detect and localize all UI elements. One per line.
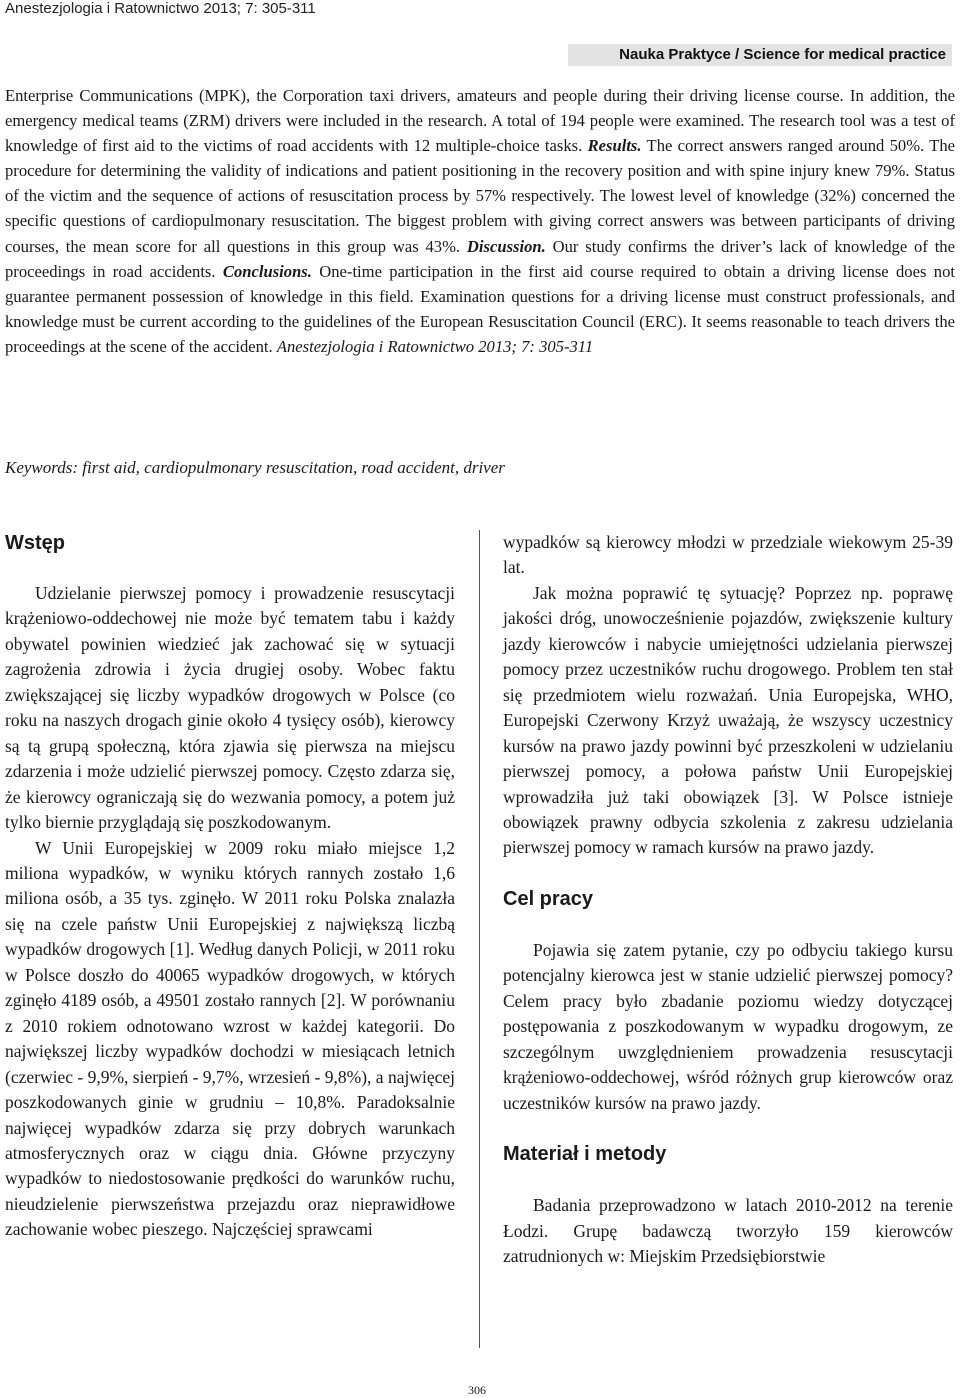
page-number: 306 — [468, 1383, 486, 1397]
heading-cel-pracy: Cel pracy — [503, 887, 594, 910]
right-paragraph-4: Badania przeprowadzono w latach 2010-2012 na terenie Łodzi. Grupę badawczą tworzyło 159 kierowców zatrudnionych w: Miejskim Przedsiębiorstwie — [503, 1195, 953, 1266]
section-label: Nauka Praktyce / Science for medical practice — [619, 46, 946, 63]
abstract-text-3: Our study confirms the driver’s lack of knowledge of the proceedings in road accidents. — [5, 236, 955, 281]
right-paragraph-1: wypadków są kierowcy młodzi w przedziale wiekowym 25-39 lat. — [503, 532, 953, 578]
right-paragraph-3: Pojawia się zatem pytanie, czy po odbyciu takiego kursu potencjalny kierowca jest w stanie udzielić pierwszej pomocy? Celem pracy było zbadanie poziomu wiedzy dotyczącej postępowania z poszkodowanym w wypadku drogowym, ze szczególnym uwzględnieniem prowadzenia resuscytacji krążeniowo-oddechowej, wśród różnych grup kierowców oraz uczestników kursów na prawo jazdy. — [503, 939, 953, 1113]
abstract-citation: Anestezjologia i Ratownictwo 2013; 7: 305-311 — [276, 336, 594, 356]
abstract-text-1: Enterprise Communications (MPK), the Corporation taxi drivers, amateurs and people during their driving license course. In addition, the emergency medical teams (ZRM) drivers were included in the research. A total of 194 people were examined. The research tool was a test of knowledge of first aid to the victims of road accidents with 12 multiple-choice tasks. — [5, 86, 955, 156]
abstract-paragraph — [5, 83, 955, 359]
abstract-text-4: One-time participation in the first aid course required to obtain a driving license does not guarantee permanent possession of knowledge in this field. Examination questions for a driving license must construct professionals, and knowledge must be current according to the guidelines of the European Resuscitation Council (ERC). It seems reasonable to teach drivers the proceedings at the scene of the accident. — [5, 261, 955, 356]
conclusions-label: Conclusions. — [222, 261, 312, 281]
heading-wstep: Wstęp — [5, 532, 65, 554]
heading-material-metody: Materiał i metody — [503, 1143, 667, 1166]
left-paragraph-1: Udzielanie pierwszej pomocy i prowadzenie resuscytacji krążeniowo-oddechowej nie może być tematem tabu i każdy obywatel powinien wiedzieć jak zachować się w sytuacji zagrożenia zdrowia i życia drugiej osoby. Wobec faktu zwiększającej się liczby wypadków drogowych w Polsce (co roku na naszych drogach ginie około 4 tysięcy osób), kierowcy są tą grupą społeczną, która zjawia się pierwsza na miejscu zdarzenia i może udzielić pierwszej pomocy. Często zdarza się, że kierowcy ograniczają się do wezwania pomocy, a potem już tylko biernie przyglądają się poszkodowanym. — [5, 583, 455, 833]
left-paragraph-2: W Unii Europejskiej w 2009 roku miało miejsce 1,2 miliona wypadków, w wyniku których rannych zostało 1,6 miliona osób, a 35 tys. zginęło. W 2011 roku Polska znalazła się na czele państw Unii Europejskiej z największą liczbą wypadków drogowych [1]. Według danych Policji, w 2011 roku w Polsce doszło do 40065 wypadków drogowych, w których zginęło 4189 osób, a 49501 zostało rannych [2]. W porównaniu z 2010 rokiem odnotowano wzrost w każdej kategorii. Do największej liczby wypadków dochodzi w miesiącach letnich (czerwiec - 9,9%, sierpień - 9,7%, wrzesień - 9,8%), a najwięcej poszkodowanych ginie w grudniu – 10,8%. Paradoksalnie najwięcej wypadków zdarza się przy dobrych warunkach atmosferycznych oraz w ciągu dnia. Główne przyczyny wypadków to niedostosowanie prędkości do warunków ruchu, nieudzielenie pierwszeństwa przejazdu oraz nieprawidłowe zachowanie wobec pieszego. Najczęściej sprawcami — [5, 837, 455, 1240]
left-column — [5, 530, 455, 1243]
right-column — [503, 530, 953, 1269]
abstract — [5, 83, 955, 359]
discussion-label: Discussion. — [466, 236, 546, 256]
abstract-text-2: The correct answers ranged around 50%. The procedure for determining the validity of indications and patient positioning in the recovery position and with spine injury knew 79%. Status of the victim and the sequence of actions of resuscitation process by 57% respectively. The lowest level of knowledge (32%) concerned the specific questions of cardiopulmonary resuscitation. The biggest problem with giving correct answers was between participants of driving courses, the mean score for all questions in this group was 43%. — [5, 136, 955, 256]
keywords: Keywords: first aid, cardiopulmonary resuscitation, road accident, driver — [5, 458, 505, 477]
column-divider — [479, 530, 480, 1348]
journal-reference: Anestezjologia i Ratownictwo 2013; 7: 305-311 — [5, 0, 316, 17]
section-banner — [568, 44, 952, 66]
right-paragraph-2: Jak można poprawić tę sytuację? Poprzez np. poprawę jakości dróg, unowocześnienie pojazdów, zwiększenie kultury jazdy kierowców i nabycie umiejętności udzielania pierwszej pomocy przez uczestników ruchu drogowego. Problem ten stał się przedmiotem wielu rozważań. Unia Europejska, WHO, Europejski Czerwony Krzyż uważają, że wszyscy uczestnicy kursów na prawo jazdy powinni być przeszkoleni w udzielaniu pierwszej pomocy, a połowa państw Unii Europejskiej wprowadziła już taki obowiązek [3]. W Polsce istnieje obowiązek prawny odbycia szkolenia z zakresu udzielania pierwszej pomocy w ramach kursów na prawo jazdy. — [503, 582, 953, 858]
results-label: Results. — [587, 136, 642, 156]
